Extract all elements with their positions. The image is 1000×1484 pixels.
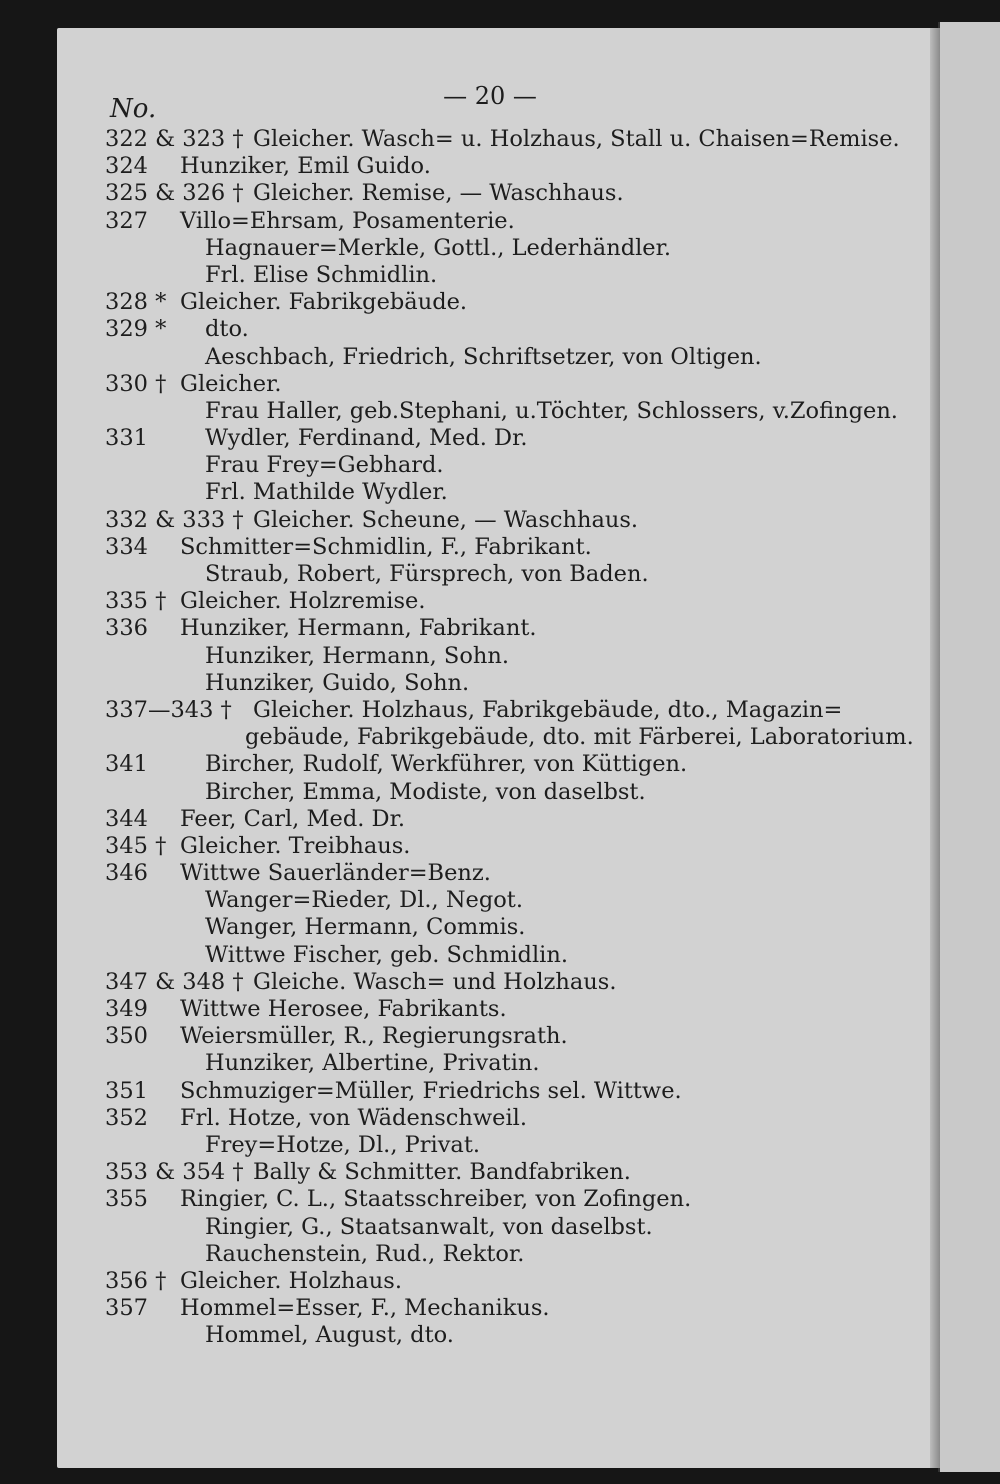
entry-number: 346 — [105, 860, 148, 887]
entry-row — [105, 751, 925, 778]
entry-text: Ringier, G., Staatsanwalt, von daselbst. — [205, 1213, 653, 1240]
entry-text: Wydler, Ferdinand, Med. Dr. — [205, 425, 528, 452]
entry-row — [105, 1268, 925, 1295]
entry-row — [105, 1322, 925, 1349]
entry-text: Gleicher. Fabrikgebäude. — [180, 289, 468, 316]
entry-row — [105, 1214, 925, 1241]
entry-text: Bally & Schmitter. Bandfabriken. — [253, 1159, 631, 1186]
entry-number: 329 * — [105, 316, 167, 343]
entry-row — [105, 344, 925, 371]
entry-number: 351 — [105, 1077, 148, 1104]
entry-text: Weiersmüller, R., Regierungsrath. — [180, 1023, 568, 1050]
entry-number: 328 * — [105, 289, 167, 316]
entry-text: Wanger, Hermann, Commis. — [205, 914, 526, 941]
entry-text: Frau Frey=Gebhard. — [205, 452, 444, 479]
book-gutter — [930, 28, 940, 1468]
entry-text: dto. — [205, 316, 249, 343]
entry-row — [105, 942, 925, 969]
entry-number: 330 † — [105, 370, 167, 397]
entry-number: 345 † — [105, 832, 167, 859]
entry-text: Hunziker, Hermann, Sohn. — [205, 642, 510, 669]
entry-text: Gleicher. Treibhaus. — [180, 832, 411, 859]
entry-number: 353 & 354 † — [105, 1159, 244, 1186]
entry-number: 349 — [105, 996, 148, 1022]
entry-row — [105, 1241, 925, 1268]
entry-text: Bircher, Emma, Modiste, von daselbst. — [205, 778, 646, 805]
entry-row — [105, 697, 925, 724]
entry-row — [105, 1295, 925, 1322]
entry-row — [105, 643, 925, 670]
entry-number: 344 — [105, 805, 148, 832]
entry-text: Gleicher. — [180, 370, 282, 397]
entry-row — [105, 1023, 925, 1050]
entry-text: Hagnauer=Merkle, Gottl., Lederhändler. — [205, 234, 672, 261]
entry-text: Frau Haller, geb.Stephani, u.Töchter, Schlossers, v.Zofingen. — [205, 397, 898, 424]
entry-row — [105, 507, 925, 534]
entry-number: 337—343 † — [105, 696, 232, 723]
entry-text: Schmuziger=Müller, Friedrichs sel. Wittwe. — [180, 1077, 682, 1104]
entry-text: Wanger=Rieder, Dl., Negot. — [205, 887, 523, 914]
entry-row — [105, 806, 925, 833]
entry-number: 325 & 326 † — [105, 180, 244, 207]
entry-row — [105, 561, 925, 588]
entry-text: Hommel=Esser, F., Mechanikus. — [180, 1295, 550, 1322]
entry-number: 352 — [105, 1104, 148, 1131]
entry-row — [105, 1078, 925, 1105]
entry-number: 356 † — [105, 1267, 167, 1294]
column-label-number: No. — [110, 94, 157, 124]
entry-text: Ringier, C. L., Staatsschreiber, von Zofingen. — [180, 1186, 692, 1213]
entry-number: 334 — [105, 533, 148, 560]
entry-row — [105, 860, 925, 887]
entry-row — [105, 833, 925, 860]
entry-text: Frl. Mathilde Wydler. — [205, 479, 448, 506]
entry-text: Aeschbach, Friedrich, Schriftsetzer, von Oltigen. — [205, 343, 762, 370]
entry-row — [105, 1050, 925, 1077]
entry-row — [105, 289, 925, 316]
entry-row — [105, 887, 925, 914]
entry-text: Gleicher. Wasch= u. Holzhaus, Stall u. Chaisen=Remise. — [253, 126, 900, 152]
entry-number: 336 — [105, 615, 148, 642]
entry-text: Wittwe Fischer, geb. Schmidlin. — [205, 941, 568, 968]
entry-text: Hunziker, Guido, Sohn. — [205, 669, 470, 696]
entry-row — [105, 1105, 925, 1132]
entry-text: gebäude, Fabrikgebäude, dto. mit Färberei, Laboratorium. — [245, 724, 914, 751]
entry-number: 332 & 333 † — [105, 506, 244, 533]
entry-number: 335 † — [105, 588, 167, 615]
entry-row — [105, 235, 925, 262]
entry-row — [105, 670, 925, 697]
entry-text: Rauchenstein, Rud., Rektor. — [205, 1240, 525, 1267]
entry-text: Gleicher. Scheune, — Waschhaus. — [253, 506, 639, 533]
entry-row — [105, 208, 925, 235]
entry-row — [105, 153, 925, 180]
entry-row — [105, 479, 925, 506]
entry-row — [105, 316, 925, 343]
entry-text: Hommel, August, dto. — [205, 1322, 454, 1349]
entry-text: Frey=Hotze, Dl., Privat. — [205, 1131, 481, 1158]
entry-number: 324 — [105, 153, 148, 180]
entry-row — [105, 1159, 925, 1186]
entry-row — [105, 779, 925, 806]
entry-number: 347 & 348 † — [105, 968, 244, 995]
entry-text: Villo=Ehrsam, Posamenterie. — [180, 207, 515, 234]
entry-list — [105, 126, 925, 1349]
entry-text: Wittwe Sauerländer=Benz. — [180, 860, 491, 887]
entry-text: Hunziker, Albertine, Privatin. — [205, 1050, 540, 1077]
entry-row — [105, 588, 925, 615]
entry-row — [105, 615, 925, 642]
entry-row — [105, 180, 925, 207]
entry-number: 357 — [105, 1295, 148, 1322]
entry-number: 322 & 323 † — [105, 126, 244, 152]
entry-text: Frl. Hotze, von Wädenschweil. — [180, 1104, 528, 1131]
entry-text: Gleicher. Holzhaus. — [180, 1267, 402, 1294]
entry-text: Gleicher. Remise, — Waschhaus. — [253, 180, 624, 207]
entry-row — [105, 262, 925, 289]
entry-row — [105, 126, 925, 153]
entry-number: 327 — [105, 207, 148, 234]
entry-number: 350 — [105, 1023, 148, 1050]
entry-row — [105, 724, 925, 751]
entry-row — [105, 1186, 925, 1213]
entry-row — [105, 371, 925, 398]
entry-row — [105, 1132, 925, 1159]
entry-row — [105, 452, 925, 479]
entry-text: Feer, Carl, Med. Dr. — [180, 805, 406, 832]
entry-row — [105, 425, 925, 452]
entry-text: Gleicher. Holzhaus, Fabrikgebäude, dto., Magazin= — [253, 696, 843, 723]
entry-text: Wittwe Herosee, Fabrikants. — [180, 996, 507, 1022]
entry-row — [105, 996, 925, 1023]
entry-text: Hunziker, Hermann, Fabrikant. — [180, 615, 537, 642]
entry-text: Bircher, Rudolf, Werkführer, von Küttigen. — [205, 751, 688, 778]
entry-text: Gleicher. Holzremise. — [180, 588, 426, 615]
entry-row — [105, 398, 925, 425]
entry-number: 355 — [105, 1186, 148, 1213]
entry-row — [105, 534, 925, 561]
entry-text: Straub, Robert, Fürsprech, von Baden. — [205, 561, 649, 587]
entry-text: Frl. Elise Schmidlin. — [205, 261, 438, 288]
entry-number: 331 — [105, 425, 148, 452]
entry-text: Schmitter=Schmidlin, F., Fabrikant. — [180, 533, 592, 560]
entry-row — [105, 969, 925, 996]
entry-number: 341 — [105, 751, 148, 778]
entry-text: Hunziker, Emil Guido. — [180, 153, 431, 180]
entry-row — [105, 914, 925, 941]
page-number: — 20 — — [443, 82, 537, 110]
entry-text: Gleiche. Wasch= und Holzhaus. — [253, 968, 617, 995]
facing-page-edge — [938, 22, 1000, 1472]
